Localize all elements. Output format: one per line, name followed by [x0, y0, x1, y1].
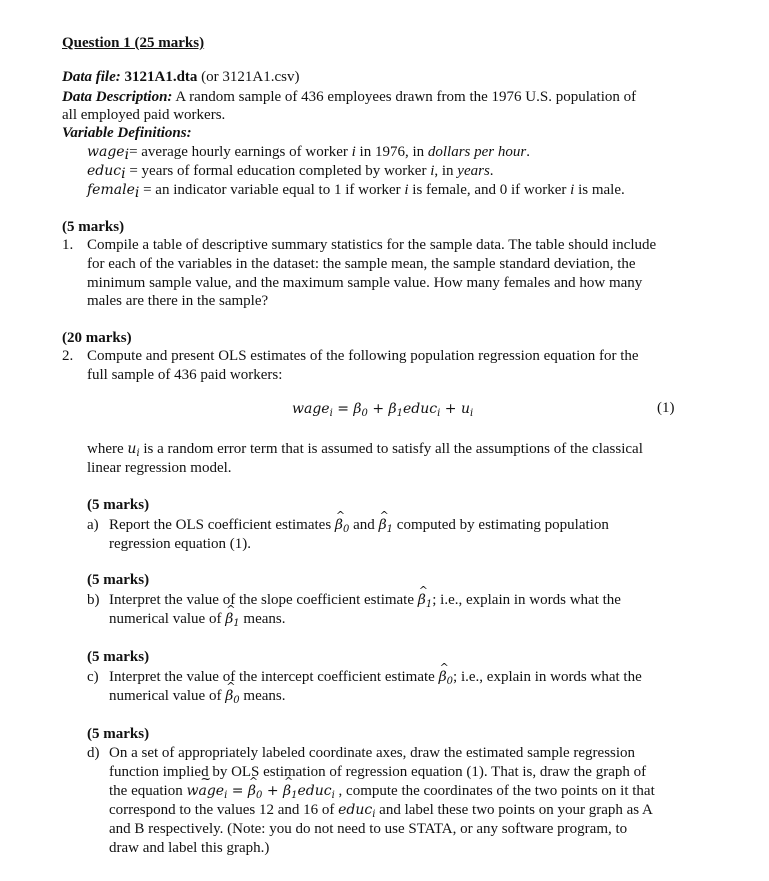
- qc-marks: (5 marks): [87, 649, 150, 665]
- qd-line3: the equation ~ wage$_i$ = ^ $\beta_0$ + ^ $\beta_1educ_i$ , compute the coordinates of the two points on it that: [109, 782, 655, 800]
- qd-marks: (5 marks): [87, 726, 150, 742]
- definition-female: female$_i$ = an indicator variable equal to 1 if worker i is female, and 0 if worker i is male.: [87, 182, 625, 201]
- qc-line1: Interpret the value of the intercept coefficient estimate ^ $\beta_0$; i.e., explain in words what the: [109, 668, 642, 686]
- qb-line1: Interpret the value of the slope coefficient estimate ^ $\beta_1$; i.e., explain in words what the: [109, 591, 621, 609]
- equation-number: (1): [657, 400, 675, 416]
- definition-educ: educ$_i$ = years of formal education completed by worker i, in years.: [87, 163, 494, 182]
- qa-marks: (5 marks): [87, 497, 150, 513]
- data-description-label: Data Description:: [62, 89, 173, 105]
- qa-line2: regression equation (1).: [109, 536, 252, 552]
- qa-line1: Report the OLS coefficient estimates ^ $\beta_0$ and ^ $\beta_1$ computed by estimating population: [109, 516, 609, 534]
- qb-marks: (5 marks): [87, 572, 150, 588]
- qd-line4: correspond to the values 12 and 16 of educ$_i$ and label these two points on your graph as A: [109, 802, 653, 820]
- qd-label: d): [87, 745, 100, 761]
- data-description-line2: all employed paid workers.: [62, 107, 226, 123]
- qd-line1: On a set of appropriately labeled coordinate axes, draw the estimated sample regression: [109, 745, 636, 761]
- q2-line1: Compute and present OLS estimates of the following population regression equation for the: [87, 348, 639, 364]
- q2-where-line2: linear regression model.: [87, 460, 232, 476]
- data-description-text: A random sample of 436 employees drawn from the 1976 U.S. population of: [175, 89, 637, 105]
- qd-line6: draw and label this graph.): [109, 840, 270, 856]
- q1-line2: for each of the variables in the dataset: the sample mean, the sample standard deviation, the: [87, 256, 636, 272]
- qd-line5: and B respectively. (Note: you do not need to use STATA, or any software program, to: [109, 821, 628, 837]
- q1-line4: males are there in the sample?: [87, 293, 269, 309]
- regression-equation: wage$_i$ = $\beta_0$ + $\beta_1educ_i + u_i$: [292, 401, 474, 419]
- qb-line2: numerical value of ^ $\beta_1$ means.: [109, 610, 286, 628]
- qc-line2: numerical value of ^ $\beta_0$ means.: [109, 687, 286, 705]
- qc-label: c): [87, 669, 99, 685]
- variable-definitions-label: Variable Definitions:: [62, 125, 192, 141]
- q2-number: 2.: [62, 348, 74, 364]
- qa-label: a): [87, 517, 99, 533]
- data-file-label: Data file:: [62, 69, 121, 85]
- qb-label: b): [87, 592, 100, 608]
- q1-line3: minimum sample value, and the maximum sample value. How many females and how many: [87, 275, 643, 291]
- q2-marks: (20 marks): [62, 330, 132, 346]
- data-file-alt: (or 3121A1.csv): [201, 69, 300, 85]
- qd-line2: function implied by OLS estimation of regression equation (1). That is, draw the graph of: [109, 764, 647, 780]
- q1-line1: Compile a table of descriptive summary statistics for the sample data. The table should include: [87, 237, 657, 253]
- data-file-name: 3121A1.dta: [124, 69, 198, 85]
- q1-marks: (5 marks): [62, 219, 125, 235]
- q1-number: 1.: [62, 237, 74, 253]
- q2-line2: full sample of 436 paid workers:: [87, 367, 283, 383]
- question-title: Question 1 (25 marks): [62, 35, 205, 51]
- q2-where-line1: where $u_i$ is a random error term that is assumed to satisfy all the assumptions of the classical: [87, 441, 643, 459]
- data-description-line1: [62, 88, 636, 106]
- definition-wage: wage$_i$= average hourly earnings of worker i in 1976, in dollars per hour.: [87, 144, 530, 163]
- data-file-line: [62, 68, 299, 86]
